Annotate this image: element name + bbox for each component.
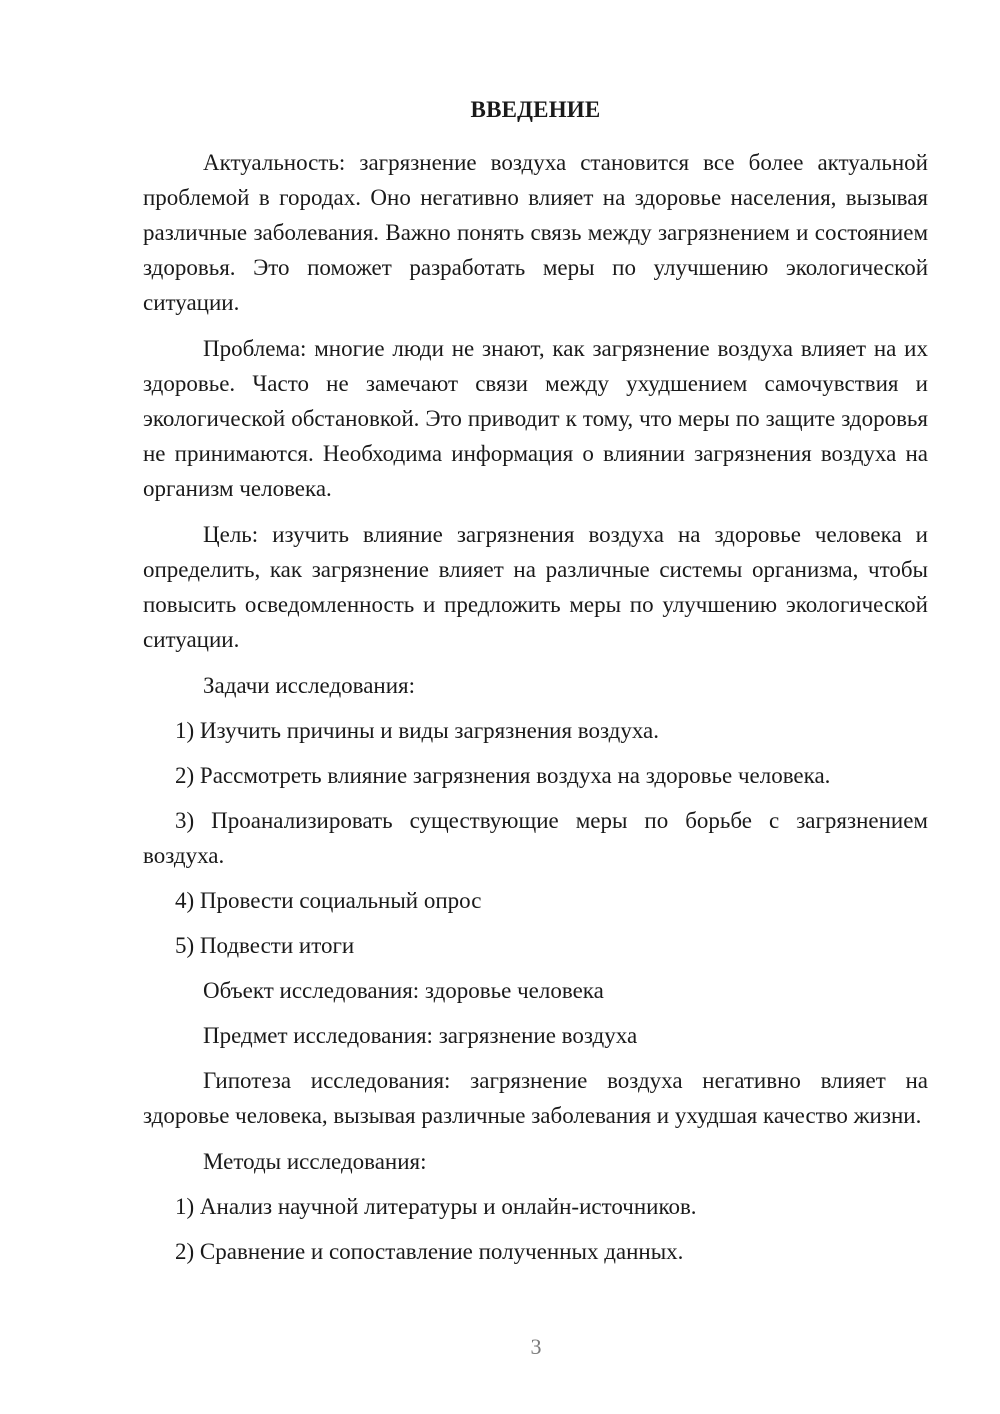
relevance-paragraph: Актуальность: загрязнение воздуха становится все более актуальной проблемой в городах. Оно негативно влияет на здоровье населения, вызывая различные заболевания. Важно понять связь между загрязнением и состоянием здоровья. Это поможет разработать меры по улучшению экологической ситуации. xyxy=(143,150,928,315)
method-item: 2) Сравнение и сопоставление полученных данных. xyxy=(175,1239,684,1264)
section-title: ВВЕДЕНИЕ xyxy=(470,97,601,122)
task-item: 1) Изучить причины и виды загрязнения воздуха. xyxy=(175,718,660,743)
page-number: 3 xyxy=(530,1334,542,1359)
task-item: 4) Провести социальный опрос xyxy=(175,888,482,913)
task-item: 3) Проанализировать существующие меры по борьбе с загрязнением воздуха. xyxy=(143,808,928,868)
page-content xyxy=(143,92,928,1279)
hypothesis-paragraph: Гипотеза исследования: загрязнение воздуха негативно влияет на здоровье человека, вызывая различные заболевания и ухудшая качество жизни. xyxy=(143,1068,928,1128)
task-item: 5) Подвести итоги xyxy=(175,933,355,958)
goal-paragraph: Цель: изучить влияние загрязнения воздуха на здоровье человека и определить, как загрязнение влияет на различные системы организма, чтобы повысить осведомленность и предложить меры по улучшению экологической ситуации. xyxy=(143,522,928,652)
research-subject: Предмет исследования: загрязнение воздуха xyxy=(203,1023,638,1048)
problem-paragraph: Проблема: многие люди не знают, как загрязнение воздуха влияет на их здоровье. Часто не замечают связи между ухудшением самочувствия и экологической обстановкой. Это приводит к тому, что меры по защите здоровья не принимаются. Необходима информация о влиянии загрязнения воздуха на организм человека. xyxy=(143,336,928,501)
research-object: Объект исследования: здоровье человека xyxy=(203,978,604,1003)
task-item: 2) Рассмотреть влияние загрязнения воздуха на здоровье человека. xyxy=(175,763,831,788)
methods-heading: Методы исследования: xyxy=(203,1149,427,1174)
method-item: 1) Анализ научной литературы и онлайн-источников. xyxy=(175,1194,697,1219)
tasks-heading: Задачи исследования: xyxy=(203,673,416,698)
